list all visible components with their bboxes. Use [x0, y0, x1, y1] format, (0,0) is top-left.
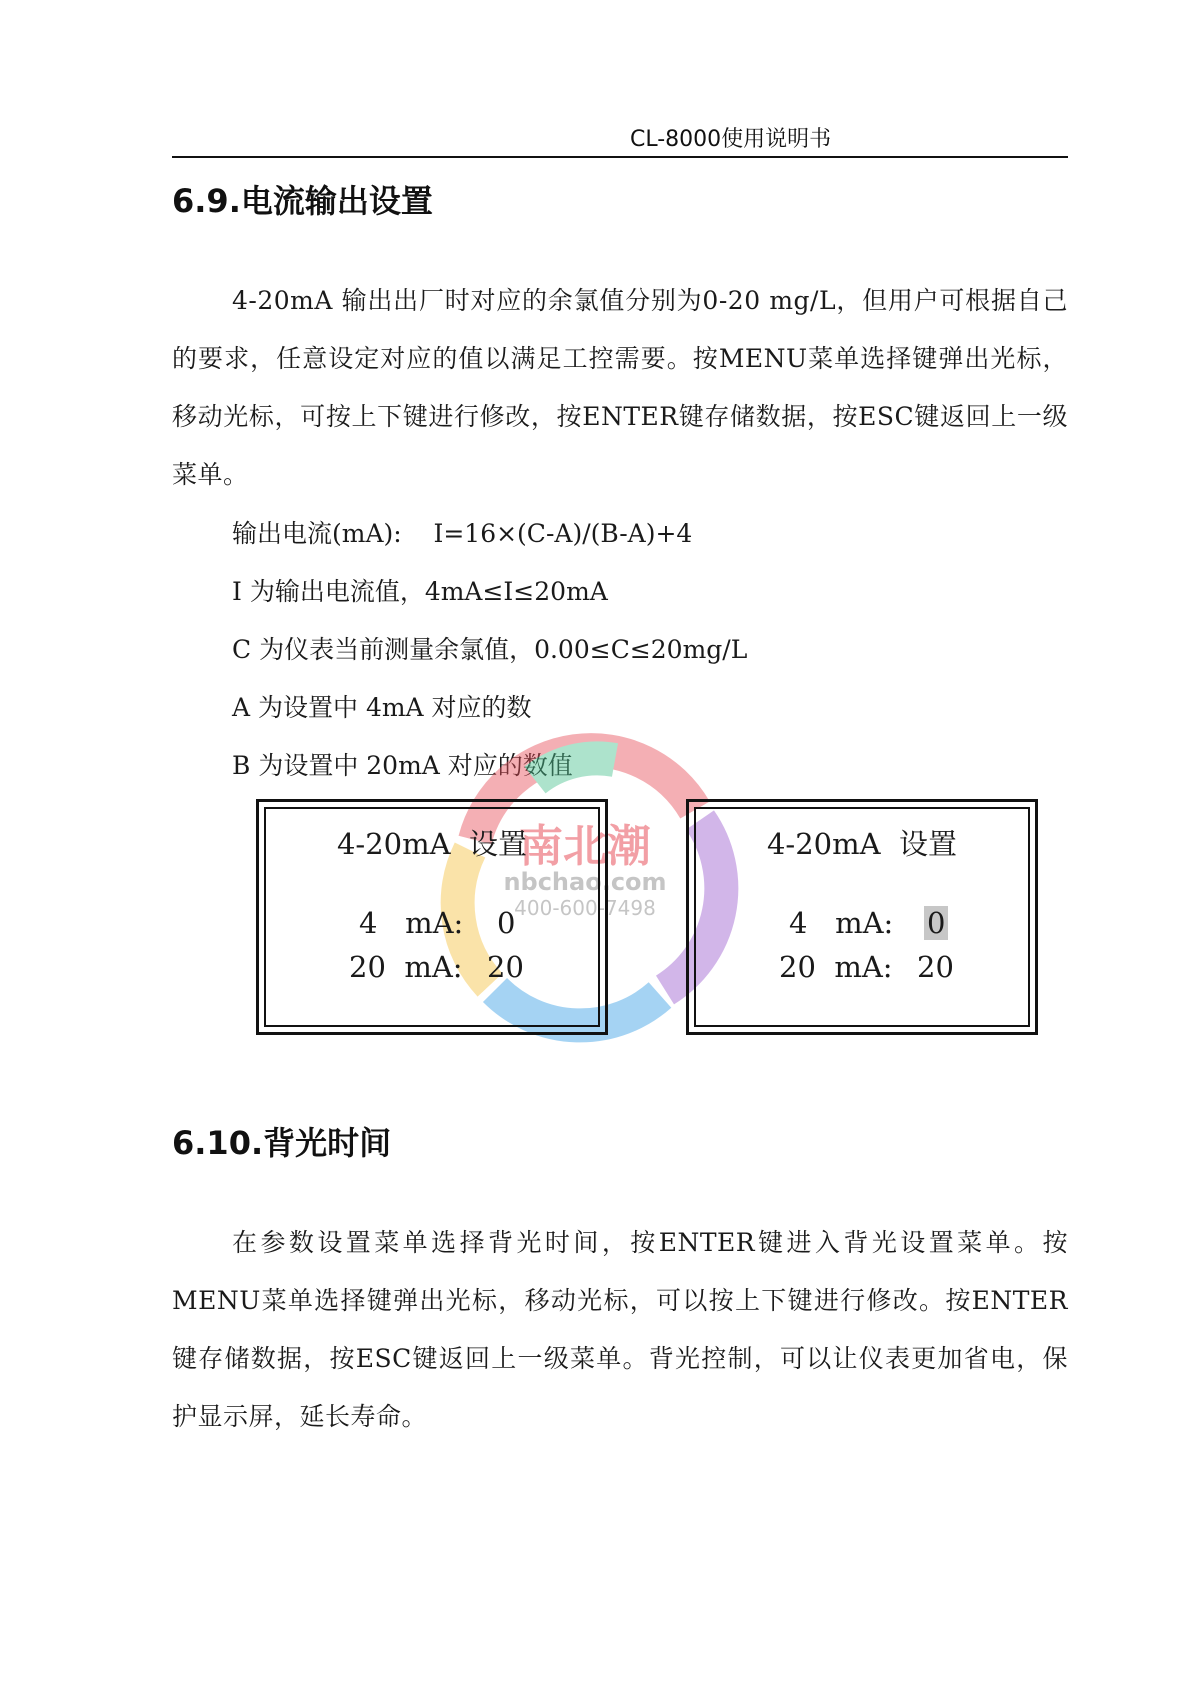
lcd-title: 4-20mA 设置 [766, 827, 958, 861]
section-heading-current-output: 6.9.电流输出设置 [172, 182, 433, 220]
watermark-brand: 南北潮 [519, 821, 651, 872]
lcd-title: 4-20mA 设置 [336, 827, 528, 861]
lcd-cursor-value: 0 [924, 906, 948, 940]
definition-c: C 为仪表当前测量余氯值，0.00≤C≤20mg/L [232, 635, 748, 664]
backlight-paragraph: 在参数设置菜单选择背光时间，按ENTER键进入背光设置菜单。按MENU菜单选择键弹出光标，移动光标，可以按上下键进行修改。按ENTER键存储数据，按ESC键返回上一级菜单。背光控制，可以让仪表更加省电，保护显示屏，延长寿命。 [172, 1228, 1068, 1431]
lcd-row-4ma-value: 0 [497, 906, 516, 940]
lcd-row-20ma-label: 20 mA: [349, 950, 463, 984]
lcd-row-4ma-label: 4 mA: [789, 906, 894, 940]
lcd-screen-cursor [686, 799, 1038, 1035]
lcd-screen-default [256, 799, 608, 1035]
lcd-row-20ma-value: 20 [487, 950, 524, 984]
lcd-row-4ma-label: 4 mA: [359, 906, 464, 940]
lcd-row-20ma-value: 20 [917, 950, 954, 984]
watermark-phone: 400-600-7498 [514, 896, 656, 920]
section-heading-backlight: 6.10.背光时间 [172, 1124, 392, 1162]
formula-line: 输出电流(mA): I=16×(C-A)/(B-A)+4 [232, 519, 693, 548]
document-header-title: CL-8000使用说明书 [630, 127, 832, 152]
definition-a: A 为设置中 4mA 对应的数 [232, 693, 532, 722]
header-divider [172, 156, 1068, 158]
current-output-paragraph: 4-20mA 输出出厂时对应的余氯值分别为0-20 mg/L，但用户可根据自己的要求，任意设定对应的值以满足工控需要。按MENU菜单选择键弹出光标，移动光标，可按上下键进行修改，按ENTER键存储数据，按ESC键返回上一级菜单。 [172, 286, 1068, 489]
definition-b: B 为设置中 20mA 对应的数值 [232, 751, 573, 780]
lcd-row-20ma-label: 20 mA: [779, 950, 893, 984]
watermark-site: nbchao.com [503, 868, 667, 896]
definition-i: I 为输出电流值，4mA≤I≤20mA [232, 577, 608, 606]
